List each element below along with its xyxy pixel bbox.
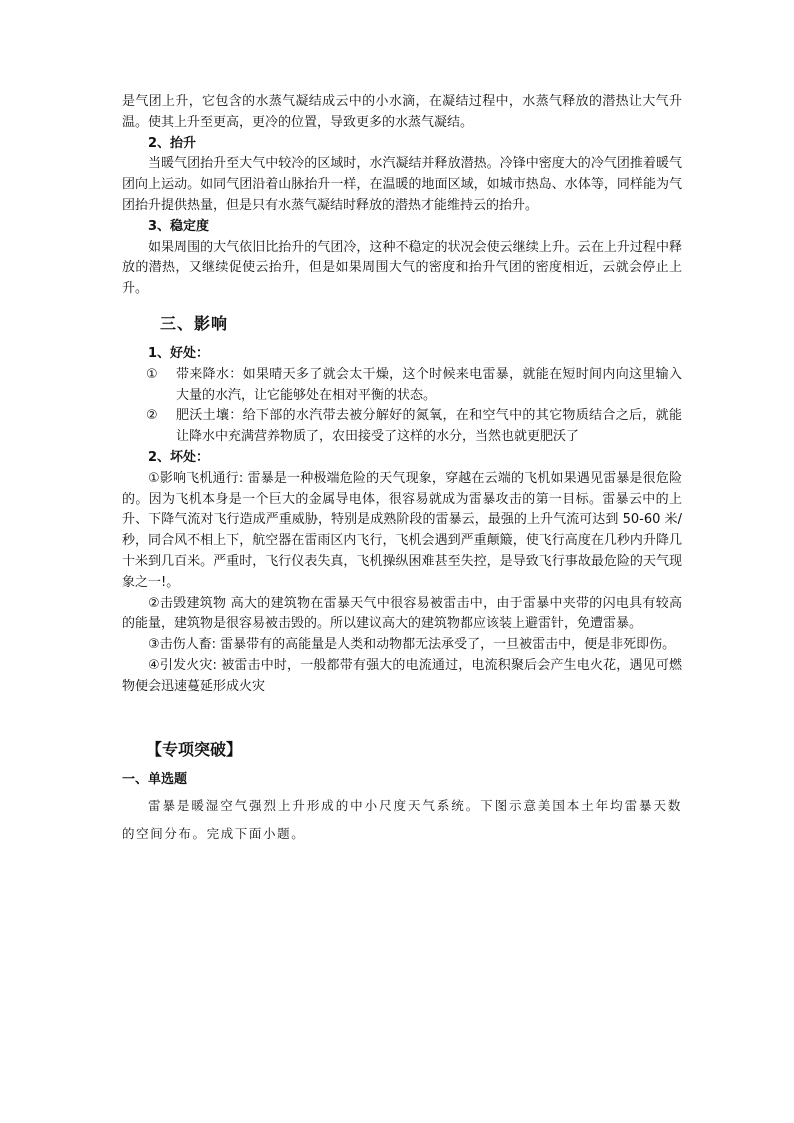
subheading-lifting: 2、抬升: [148, 135, 197, 151]
list-marker: ②: [146, 408, 158, 424]
heading-impact: 三、影响: [160, 313, 229, 333]
paragraph-stability: 如果周围的大气依旧比抬升的气团冷，这种不稳定的状况会使云继续上升。云在上升过程中释放的潜热，又继续促使云抬升，但是如果周围大气的密度和抬升气团的密度相近，云就会停止上升。: [122, 239, 682, 297]
subheading-single-choice: 一、单选题: [122, 771, 188, 787]
list-item: [122, 406, 682, 448]
heading-special-breakthrough: 【专项突破】: [146, 739, 243, 759]
list-item-text: 带来降水：如果晴天多了就会太干燥，这个时候来电雷暴，就能在短时间内向这里输入大量的水汽，让它能够处在相对平衡的状态。: [176, 366, 682, 403]
subheading-benefits: 1、好处：: [148, 345, 210, 361]
paragraph-harm-people: ③击伤人畜: 雷暴带有的高能量是人类和动物都无法承受了，一旦被雷击中，便是非死即伤。: [148, 637, 676, 653]
list-item-text: 肥沃土壤：给下部的水汽带去被分解好的氮氧，在和空气中的其它物质结合之后，就能让降水中充满营养物质了，农田接受了这样的水分，当然也就更肥沃了: [176, 408, 682, 445]
paragraph-lifting: 当暖气团抬升至大气中较冷的区域时，水汽凝结并释放潜热。冷锋中密度大的冷气团推着暖气团向上运动。如同气团沿着山脉抬升一样，在温暖的地面区域，如城市热岛、水体等，同样能为气团抬升提供热量，但是只有水蒸气凝结时释放的潜热才能维持云的抬升。: [122, 156, 682, 213]
paragraph-harm-fire: ④引发火灾: 被雷击中时，一般都带有强大的电流通过，电流积聚后会产生电火花，遇见可燃物便会迅速蔓延形成火灾: [122, 657, 682, 694]
question-stem: 雷暴是暖湿空气强烈上升形成的中小尺度天气系统。下图示意美国本土年均雷暴天数的空间分布。完成下面小题。: [122, 798, 682, 842]
document-page: [122, 92, 682, 848]
list-marker: ①: [146, 366, 158, 382]
subheading-stability: 3、稳定度: [148, 218, 210, 234]
subheading-harms: 2、坏处：: [148, 449, 210, 465]
paragraph-harm-buildings: ②击毁建筑物 高大的建筑物在雷暴天气中很容易被雷击中，由于雷暴中夹带的闪电具有较高的能量，建筑物是很容易被击毁的。所以建议高大的建筑物都应该装上避雷针，免遭雷暴。: [122, 595, 682, 632]
paragraph-harm-aircraft: ①影响飞机通行: 雷暴是一种极端危险的天气现象，穿越在云端的飞机如果遇见雷暴是很危险的。因为飞机本身是一个巨大的金属导电体，很容易就成为雷暴攻击的第一目标。雷暴云中的上升、下降气流对飞行造成严重威胁，特别是成熟阶段的雷暴云，最强的上升气流可达到 50-60 米/秒，同合风不相上下，航空器在雷雨区内飞行，飞机会遇到严重颠簸，使飞行高度在几秒内升降几十米到几百米。严重时，飞行仪表失真，飞机操纵困难甚至失控，是导致飞行事故最危险的天气现象之一!。: [122, 470, 682, 590]
list-item: [122, 365, 682, 407]
paragraph-intro: 是气团上升，它包含的水蒸气凝结成云中的小水滴，在凝结过程中，水蒸气释放的潜热让大气升温。使其上升至更高，更冷的位置，导致更多的水蒸气凝结。: [122, 94, 682, 130]
